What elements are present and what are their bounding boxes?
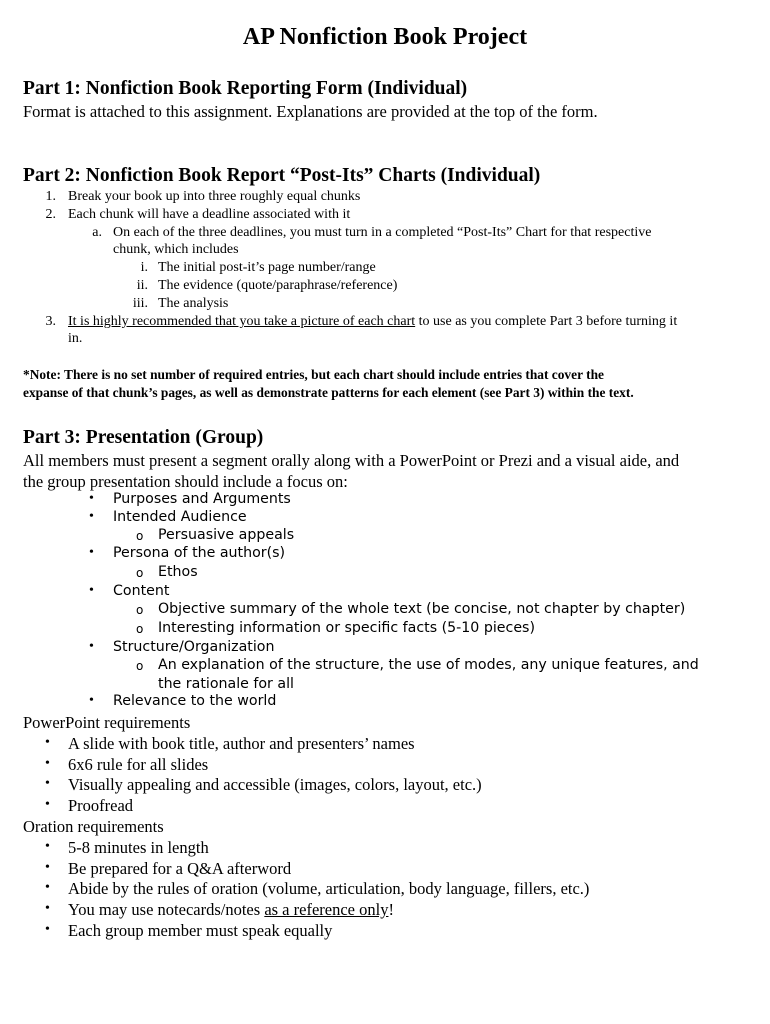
roman-numeral: iii. (132, 296, 148, 311)
part1-text: Format is attached to this assignment. Explanations are provided at the top of the form. (23, 102, 598, 121)
oration-requirement: Abide by the rules of oration (volume, articulation, body language, fillers, etc.) (68, 879, 590, 898)
list-item: The evidence (quote/paraphrase/reference) (158, 278, 398, 293)
roman-numeral: i. (140, 260, 148, 275)
part3-intro-continued: the group presentation should include a focus on: (23, 472, 348, 491)
bullet-icon: • (45, 860, 50, 875)
list-item: The initial post-it’s page number/range (158, 260, 376, 275)
note-text-continued: expanse of that chunk’s pages, as well as demonstrate patterns for each element (see Part 3) within the text. (23, 385, 634, 400)
bullet-icon: • (45, 922, 50, 937)
bullet-icon: • (89, 693, 94, 708)
sub-bullet-icon: o (136, 622, 144, 636)
list-letter: a. (92, 225, 102, 240)
bullet-icon: • (89, 491, 94, 506)
underlined-reference-only: as a reference only (264, 900, 389, 919)
list-item-continued: in. (68, 331, 83, 346)
focus-item: Persona of the author(s) (113, 545, 286, 561)
sub-bullet-icon: o (136, 566, 144, 580)
part2-heading: Part 2: Nonfiction Book Report “Post-Its” Charts (Individual) (23, 165, 541, 186)
bullet-icon: • (89, 583, 94, 598)
underlined-recommendation: It is highly recommended that you take a picture of each chart (68, 314, 416, 329)
focus-item: Content (113, 583, 170, 599)
list-item (68, 314, 677, 330)
bullet-icon: • (89, 639, 94, 654)
document-title: AP Nonfiction Book Project (242, 24, 528, 50)
list-number: 2. (45, 207, 56, 222)
list-number: 1. (45, 189, 56, 204)
oration-requirement: Be prepared for a Q&A afterword (68, 859, 292, 878)
bullet-icon: • (45, 797, 50, 812)
bullet-icon: • (45, 839, 50, 854)
ppt-requirement: Proofread (68, 796, 134, 815)
sub-bullet-icon: o (136, 603, 144, 617)
sub-bullet-icon: o (136, 659, 144, 673)
oration-requirement: Each group member must speak equally (68, 921, 333, 940)
ppt-requirement: 6x6 rule for all slides (68, 755, 209, 774)
bullet-icon: • (45, 901, 50, 916)
list-item: Break your book up into three roughly equal chunks (68, 189, 361, 204)
oration-requirement-end: ! (388, 900, 394, 919)
list-item: Each chunk will have a deadline associated with it (68, 207, 351, 222)
recommendation-rest: to use as you complete Part 3 before turning it (415, 314, 678, 329)
focus-item: Purposes and Arguments (113, 491, 291, 507)
part3-heading: Part 3: Presentation (Group) (23, 427, 264, 448)
roman-numeral: ii. (136, 278, 148, 293)
focus-item: Relevance to the world (113, 693, 277, 709)
focus-subitem: An explanation of the structure, the use of modes, any unique features, and (158, 657, 699, 673)
ppt-requirement: Visually appealing and accessible (images, colors, layout, etc.) (68, 775, 482, 794)
bullet-icon: • (45, 735, 50, 750)
focus-subitem: Objective summary of the whole text (be concise, not chapter by chapter) (158, 601, 686, 617)
list-number: 3. (45, 314, 56, 329)
ppt-requirement: A slide with book title, author and presenters’ names (68, 734, 415, 753)
list-item: On each of the three deadlines, you must turn in a completed “Post-Its” Chart for that respective (113, 225, 652, 240)
bullet-icon: • (89, 509, 94, 524)
oration-requirement (68, 900, 394, 920)
ppt-heading: PowerPoint requirements (23, 713, 191, 732)
note-text: *Note: There is no set number of required entries, but each chart should include entries that cover the (23, 367, 604, 382)
part3-intro: All members must present a segment orally along with a PowerPoint or Prezi and a visual aide, and (23, 451, 680, 470)
oration-requirement-start: You may use notecards/notes (68, 900, 265, 919)
oration-heading: Oration requirements (23, 817, 164, 836)
focus-subitem-continued: the rationale for all (158, 676, 294, 692)
list-item-continued: chunk, which includes (113, 242, 239, 257)
oration-requirement: 5-8 minutes in length (68, 838, 209, 857)
focus-item: Intended Audience (113, 509, 247, 525)
focus-subitem: Interesting information or specific facts (5-10 pieces) (158, 620, 535, 636)
bullet-icon: • (45, 756, 50, 771)
focus-subitem: Ethos (158, 564, 198, 580)
bullet-icon: • (89, 545, 94, 560)
sub-bullet-icon: o (136, 529, 144, 543)
focus-subitem: Persuasive appeals (158, 527, 295, 543)
part1-heading: Part 1: Nonfiction Book Reporting Form (Individual) (23, 78, 468, 99)
bullet-icon: • (45, 776, 50, 791)
focus-item: Structure/Organization (113, 639, 275, 655)
list-item: The analysis (158, 296, 229, 311)
bullet-icon: • (45, 880, 50, 895)
